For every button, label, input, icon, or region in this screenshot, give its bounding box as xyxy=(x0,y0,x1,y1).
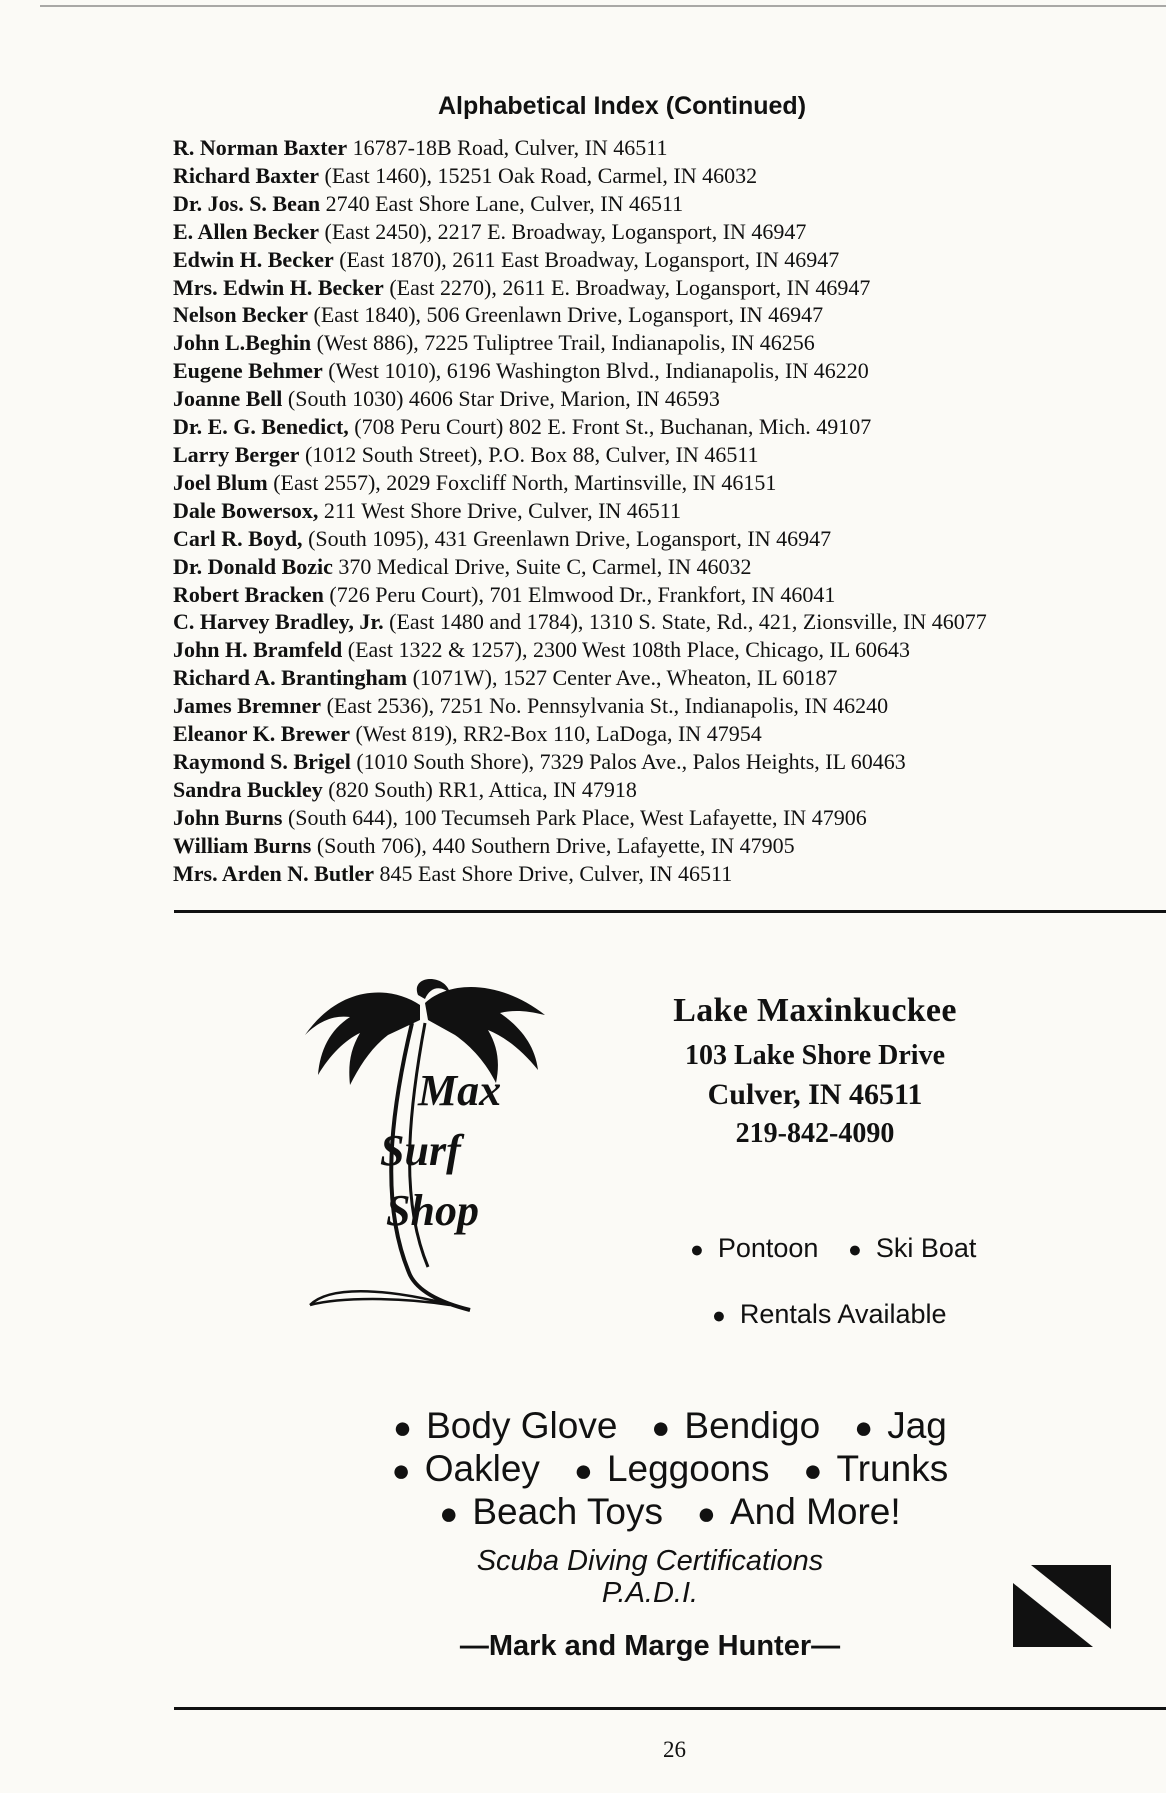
bullet-icon: ● xyxy=(651,1410,671,1445)
brand-item: ● Beach Toys xyxy=(439,1491,663,1532)
bullet-icon: ● xyxy=(854,1410,874,1445)
entry-details: (West 886), 7225 Tuliptree Trail, Indianapolis, IN 46256 xyxy=(311,330,815,356)
entry-name: Edwin H. Becker xyxy=(173,246,334,272)
index-entry xyxy=(173,274,1166,302)
page-number: 26 xyxy=(663,1737,686,1762)
ad-business-name: Lake Maxinkuckee xyxy=(673,992,957,1029)
entry-details: (708 Peru Court) 802 E. Front St., Buchanan, Mich. 49107 xyxy=(348,414,872,440)
entry-name: Richard A. Brantingham xyxy=(173,665,408,691)
entry-name: Eleanor K. Brewer xyxy=(173,721,350,747)
entry-details: (726 Peru Court), 701 Elmwood Dr., Frankfort, IN 46041 xyxy=(323,581,836,607)
index-entry xyxy=(173,218,1166,246)
rentals-available: ● Rentals Available xyxy=(712,1299,947,1329)
brand-item: ● Trunks xyxy=(803,1448,949,1489)
entry-name: Eugene Behmer xyxy=(173,358,323,384)
entry-name: Dr. Donald Bozic xyxy=(173,553,333,579)
ad-street: 103 Lake Shore Drive xyxy=(684,1040,946,1071)
entry-name: Mrs. Arden N. Butler xyxy=(173,860,375,886)
entry-details: (West 1010), 6196 Washington Blvd., Indianapolis, IN 46220 xyxy=(322,358,869,384)
index-list xyxy=(173,134,1166,887)
entry-name: Richard Baxter xyxy=(173,162,320,188)
index-entry xyxy=(173,162,1166,190)
entry-details: 16787-18B Road, Culver, IN 46511 xyxy=(347,135,668,160)
owners-line: —Mark and Marge Hunter— xyxy=(459,1630,841,1662)
brand-item: ● Oakley xyxy=(391,1448,540,1489)
padi-line: P.A.D.I. xyxy=(601,1577,699,1609)
bullet-icon: ● xyxy=(712,1302,726,1328)
section-divider xyxy=(174,910,1166,913)
entry-details: 845 East Shore Drive, Culver, IN 46511 xyxy=(374,860,733,886)
palm-tree-logo xyxy=(300,975,550,1320)
entry-name: Mrs. Edwin H. Becker xyxy=(173,274,384,300)
entry-details: (1012 South Street), P.O. Box 88, Culver, IN 46511 xyxy=(299,441,759,467)
entry-name: James Bremner xyxy=(173,693,322,719)
index-entry xyxy=(173,469,1166,497)
brand-item: ● Jag xyxy=(854,1405,947,1446)
entry-name: Dr. E. G. Benedict, xyxy=(173,414,349,440)
entry-details: (1010 South Shore), 7329 Palos Ave., Palos Heights, IL 60463 xyxy=(350,748,906,774)
entry-name: John L.Beghin xyxy=(173,330,312,356)
index-entry xyxy=(173,301,1166,329)
index-entry xyxy=(173,860,1166,888)
index-entry xyxy=(173,329,1166,357)
entry-details: (East 1480 and 1784), 1310 S. State, Rd., 421, Zionsville, IN 46077 xyxy=(383,609,987,635)
brand-list xyxy=(174,1405,1166,1534)
bullet-icon: ● xyxy=(847,1236,862,1262)
entry-details: (South 1095), 431 Greenlawn Drive, Logansport, IN 46947 xyxy=(302,525,832,551)
index-entry xyxy=(173,134,1166,162)
entry-name: Joanne Bell xyxy=(173,386,283,412)
bullet-icon: ● xyxy=(439,1496,459,1531)
index-entry xyxy=(173,190,1166,218)
entry-details: (East 2450), 2217 E. Broadway, Logansport, IN 46947 xyxy=(319,218,807,244)
brand-line xyxy=(174,1448,1166,1491)
offering-ski-boat: ● Ski Boat xyxy=(847,1233,977,1263)
entry-name: John Burns xyxy=(173,804,283,830)
bullet-icon: ● xyxy=(803,1453,823,1488)
entry-details: (West 819), RR2-Box 110, LaDoga, IN 47954 xyxy=(350,721,762,747)
bullet-icon: ● xyxy=(391,1453,411,1488)
bullet-icon: ● xyxy=(393,1410,413,1445)
logo-word-2: Surf xyxy=(380,1126,461,1175)
brand-line xyxy=(174,1405,1166,1448)
footer-divider xyxy=(174,1707,1166,1710)
entry-name: William Burns xyxy=(173,832,312,858)
index-entry xyxy=(173,441,1166,469)
entry-details: (South 644), 100 Tecumseh Park Place, West Lafayette, IN 47906 xyxy=(282,804,867,830)
entry-details: (East 1840), 506 Greenlawn Drive, Logansport, IN 46947 xyxy=(308,302,824,328)
ad-city: Culver, IN 46511 xyxy=(707,1078,923,1111)
index-entry xyxy=(173,720,1166,748)
top-edge-rule xyxy=(40,5,1166,7)
index-entry xyxy=(173,776,1166,804)
entry-details: (East 1870), 2611 East Broadway, Logansport, IN 46947 xyxy=(333,246,840,272)
index-entry xyxy=(173,636,1166,664)
brand-item: ● Bendigo xyxy=(651,1405,821,1446)
index-entry xyxy=(173,664,1166,692)
entry-name: Sandra Buckley xyxy=(173,776,323,802)
bullet-icon: ● xyxy=(573,1453,593,1488)
entry-name: C. Harvey Bradley, Jr. xyxy=(173,609,384,635)
index-entry xyxy=(173,832,1166,860)
logo-word-3: Shop xyxy=(386,1186,479,1235)
entry-details: 370 Medical Drive, Suite C, Carmel, IN 46032 xyxy=(332,553,752,579)
index-entry xyxy=(173,385,1166,413)
index-entry xyxy=(173,246,1166,274)
entry-details: (South 706), 440 Southern Drive, Lafayette, IN 47905 xyxy=(311,832,795,858)
logo-word-1: Max xyxy=(418,1066,502,1115)
scuba-certifications xyxy=(400,1545,900,1609)
bullet-icon: ● xyxy=(690,1236,704,1262)
index-entry xyxy=(173,608,1166,636)
entry-name: Larry Berger xyxy=(173,441,300,467)
page-title: Alphabetical Index (Continued) xyxy=(437,92,807,120)
entry-name: Robert Bracken xyxy=(173,581,324,607)
entry-name: Raymond S. Brigel xyxy=(173,748,351,774)
index-entry xyxy=(173,497,1166,525)
entry-details: (1071W), 1527 Center Ave., Wheaton, IL 60187 xyxy=(407,665,838,691)
brand-line xyxy=(174,1491,1166,1534)
entry-details: (820 South) RR1, Attica, IN 47918 xyxy=(322,776,637,802)
entry-name: Dale Bowersox, xyxy=(173,497,319,523)
dive-flag-icon xyxy=(1013,1565,1111,1647)
entry-name: Joel Blum xyxy=(173,469,268,495)
index-entry xyxy=(173,581,1166,609)
entry-details: (East 2557), 2029 Foxcliff North, Martinsville, IN 46151 xyxy=(267,469,777,495)
index-entry xyxy=(173,413,1166,441)
index-entry xyxy=(173,357,1166,385)
scuba-line: Scuba Diving Certifications xyxy=(476,1545,824,1577)
brand-item: ● Body Glove xyxy=(393,1405,618,1446)
entry-name: E. Allen Becker xyxy=(173,218,320,244)
entry-details: 2740 East Shore Lane, Culver, IN 46511 xyxy=(320,190,684,216)
index-entry xyxy=(173,748,1166,776)
index-entry xyxy=(173,525,1166,553)
offering-pontoon: ● Pontoon xyxy=(690,1233,819,1263)
brand-item: ● Leggoons xyxy=(573,1448,770,1489)
ad-phone: 219-842-4090 xyxy=(735,1118,895,1149)
index-entry xyxy=(173,804,1166,832)
entry-name: Carl R. Boyd, xyxy=(173,525,303,551)
entry-name: Dr. Jos. S. Bean xyxy=(173,190,321,216)
entry-name: R. Norman Baxter xyxy=(173,135,348,160)
entry-details: 211 West Shore Drive, Culver, IN 46511 xyxy=(318,497,681,523)
boat-offerings xyxy=(690,1233,976,1264)
entry-details: (East 2536), 7251 No. Pennsylvania St., Indianapolis, IN 46240 xyxy=(321,693,889,719)
entry-name: Nelson Becker xyxy=(173,302,309,328)
entry-details: (East 1322 & 1257), 2300 West 108th Place, Chicago, IL 60643 xyxy=(342,637,910,663)
entry-details: (East 2270), 2611 E. Broadway, Logansport, IN 46947 xyxy=(383,274,871,300)
entry-details: (East 1460), 15251 Oak Road, Carmel, IN 46032 xyxy=(319,162,758,188)
entry-name: John H. Bramfeld xyxy=(173,637,343,663)
index-entry xyxy=(173,553,1166,581)
brand-item: ● And More! xyxy=(696,1491,901,1532)
index-entry xyxy=(173,692,1166,720)
entry-details: (South 1030) 4606 Star Drive, Marion, IN 46593 xyxy=(282,386,720,412)
bullet-icon: ● xyxy=(696,1496,716,1531)
